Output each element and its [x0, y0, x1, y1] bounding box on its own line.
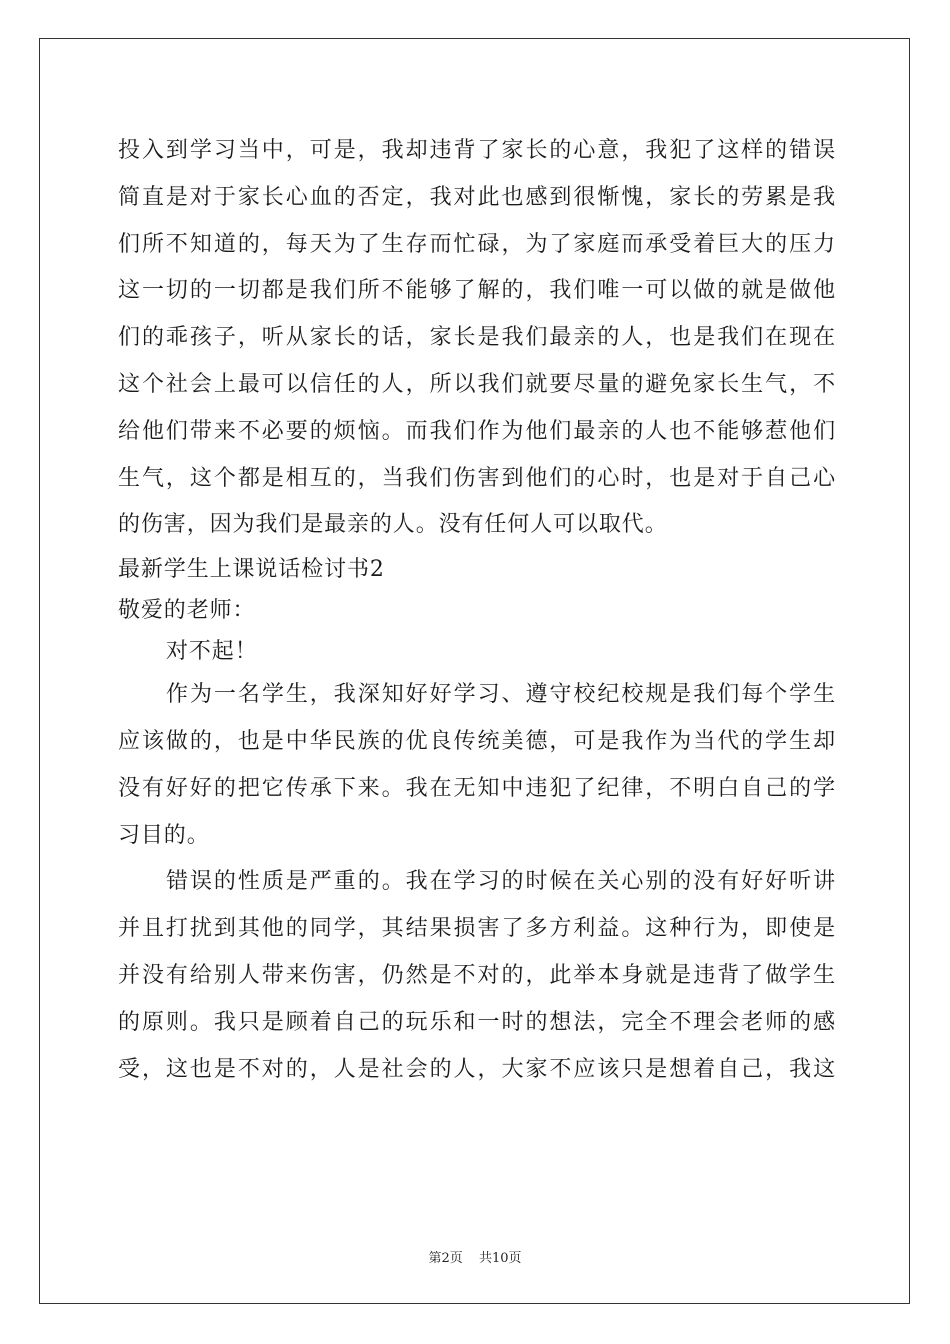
page-total: 共10页 — [478, 1251, 522, 1266]
apology-line: 对不起！ — [166, 639, 258, 665]
page-footer — [0, 1247, 950, 1266]
document-body — [118, 128, 836, 1093]
text-line: 这个社会上最可以信任的人，所以我们就要尽量的避免家长生气，不 — [118, 371, 836, 397]
text-line: 并且打扰到其他的同学，其结果损害了多方利益。这种行为，即使是 — [118, 916, 836, 942]
salutation: 敬爱的老师： — [118, 598, 256, 624]
text-line: 受，这也是不对的，人是社会的人，大家不应该只是想着自己，我这 — [118, 1056, 836, 1082]
text-line: 的原则。我只是顾着自己的玩乐和一时的想法，完全不理会老师的感 — [118, 1009, 836, 1035]
text-line: 错误的性质是严重的。我在学习的时候在关心别的没有好好听讲 — [166, 869, 836, 895]
text-line: 投入到学习当中，可是，我却违背了家长的心意，我犯了这样的错误 — [118, 138, 836, 163]
text-line: 习目的。 — [118, 822, 210, 848]
text-line: 并没有给别人带来伤害，仍然是不对的，此举本身就是违背了做学生 — [118, 962, 836, 988]
text-line: 们所不知道的，每天为了生存而忙碌，为了家庭而承受着巨大的压力 — [118, 231, 836, 257]
text-line: 生气，这个都是相互的，当我们伤害到他们的心时，也是对于自己心 — [118, 465, 836, 491]
paragraph-1 — [118, 672, 836, 859]
text-line: 给他们带来不必要的烦恼。而我们作为他们最亲的人也不能够惹他们 — [118, 418, 836, 444]
document-heading: 最新学生上课说话检讨书2 — [118, 557, 385, 583]
text-line: 们的乖孩子，听从家长的话，家长是我们最亲的人，也是我们在现在 — [118, 325, 836, 351]
paragraph-2 — [118, 859, 836, 1093]
continued-paragraph — [118, 128, 836, 549]
page-number: 第2页 — [428, 1251, 463, 1266]
text-line: 应该做的，也是中华民族的优良传统美德，可是我作为当代的学生却 — [118, 728, 836, 754]
text-line: 简直是对于家长心血的否定，我对此也感到很惭愧，家长的劳累是我 — [118, 184, 836, 210]
text-line: 的伤害，因为我们是最亲的人。没有任何人可以取代。 — [118, 512, 668, 538]
text-line: 没有好好的把它传承下来。我在无知中违犯了纪律，不明白自己的学 — [118, 775, 836, 801]
text-line: 作为一名学生，我深知好好学习、遵守校纪校规是我们每个学生 — [166, 682, 836, 708]
text-line: 这一切的一切都是我们所不能够了解的，我们唯一可以做的就是做他 — [118, 278, 836, 304]
